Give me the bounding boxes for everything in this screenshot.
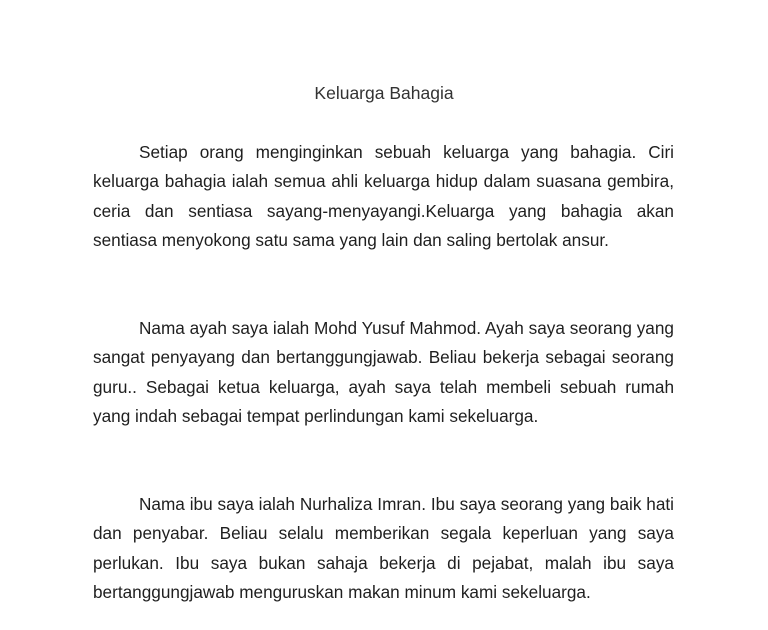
paragraph-mother: Nama ibu saya ialah Nurhaliza Imran. Ibu saya seorang yang baik hati dan penyabar. Beliau selalu memberikan segala keperluan yang saya perlukan. Ibu saya bukan sahaja bekerja di pejabat, malah ibu saya bertanggungjawab menguruskan makan minum kami sekeluarga. xyxy=(93,494,674,602)
paragraph-father: Nama ayah saya ialah Mohd Yusuf Mahmod. Ayah saya seorang yang sangat penyayang dan bertanggungjawab. Beliau bekerja sebagai seorang guru.. Sebagai ketua keluarga, ayah saya telah membeli sebuah rumah yang indah sebagai tempat perlindungan kami sekeluarga. xyxy=(93,318,674,426)
document-title: Keluarga Bahagia xyxy=(314,83,454,103)
paragraph-intro: Setiap orang menginginkan sebuah keluarga yang bahagia. Ciri keluarga bahagia ialah semua ahli keluarga hidup dalam suasana gembira, ceria dan sentiasa sayang-menyayangi.Keluarga yang bahagia akan sentiasa menyokong satu sama yang lain dan saling bertolak ansur. xyxy=(93,142,674,250)
